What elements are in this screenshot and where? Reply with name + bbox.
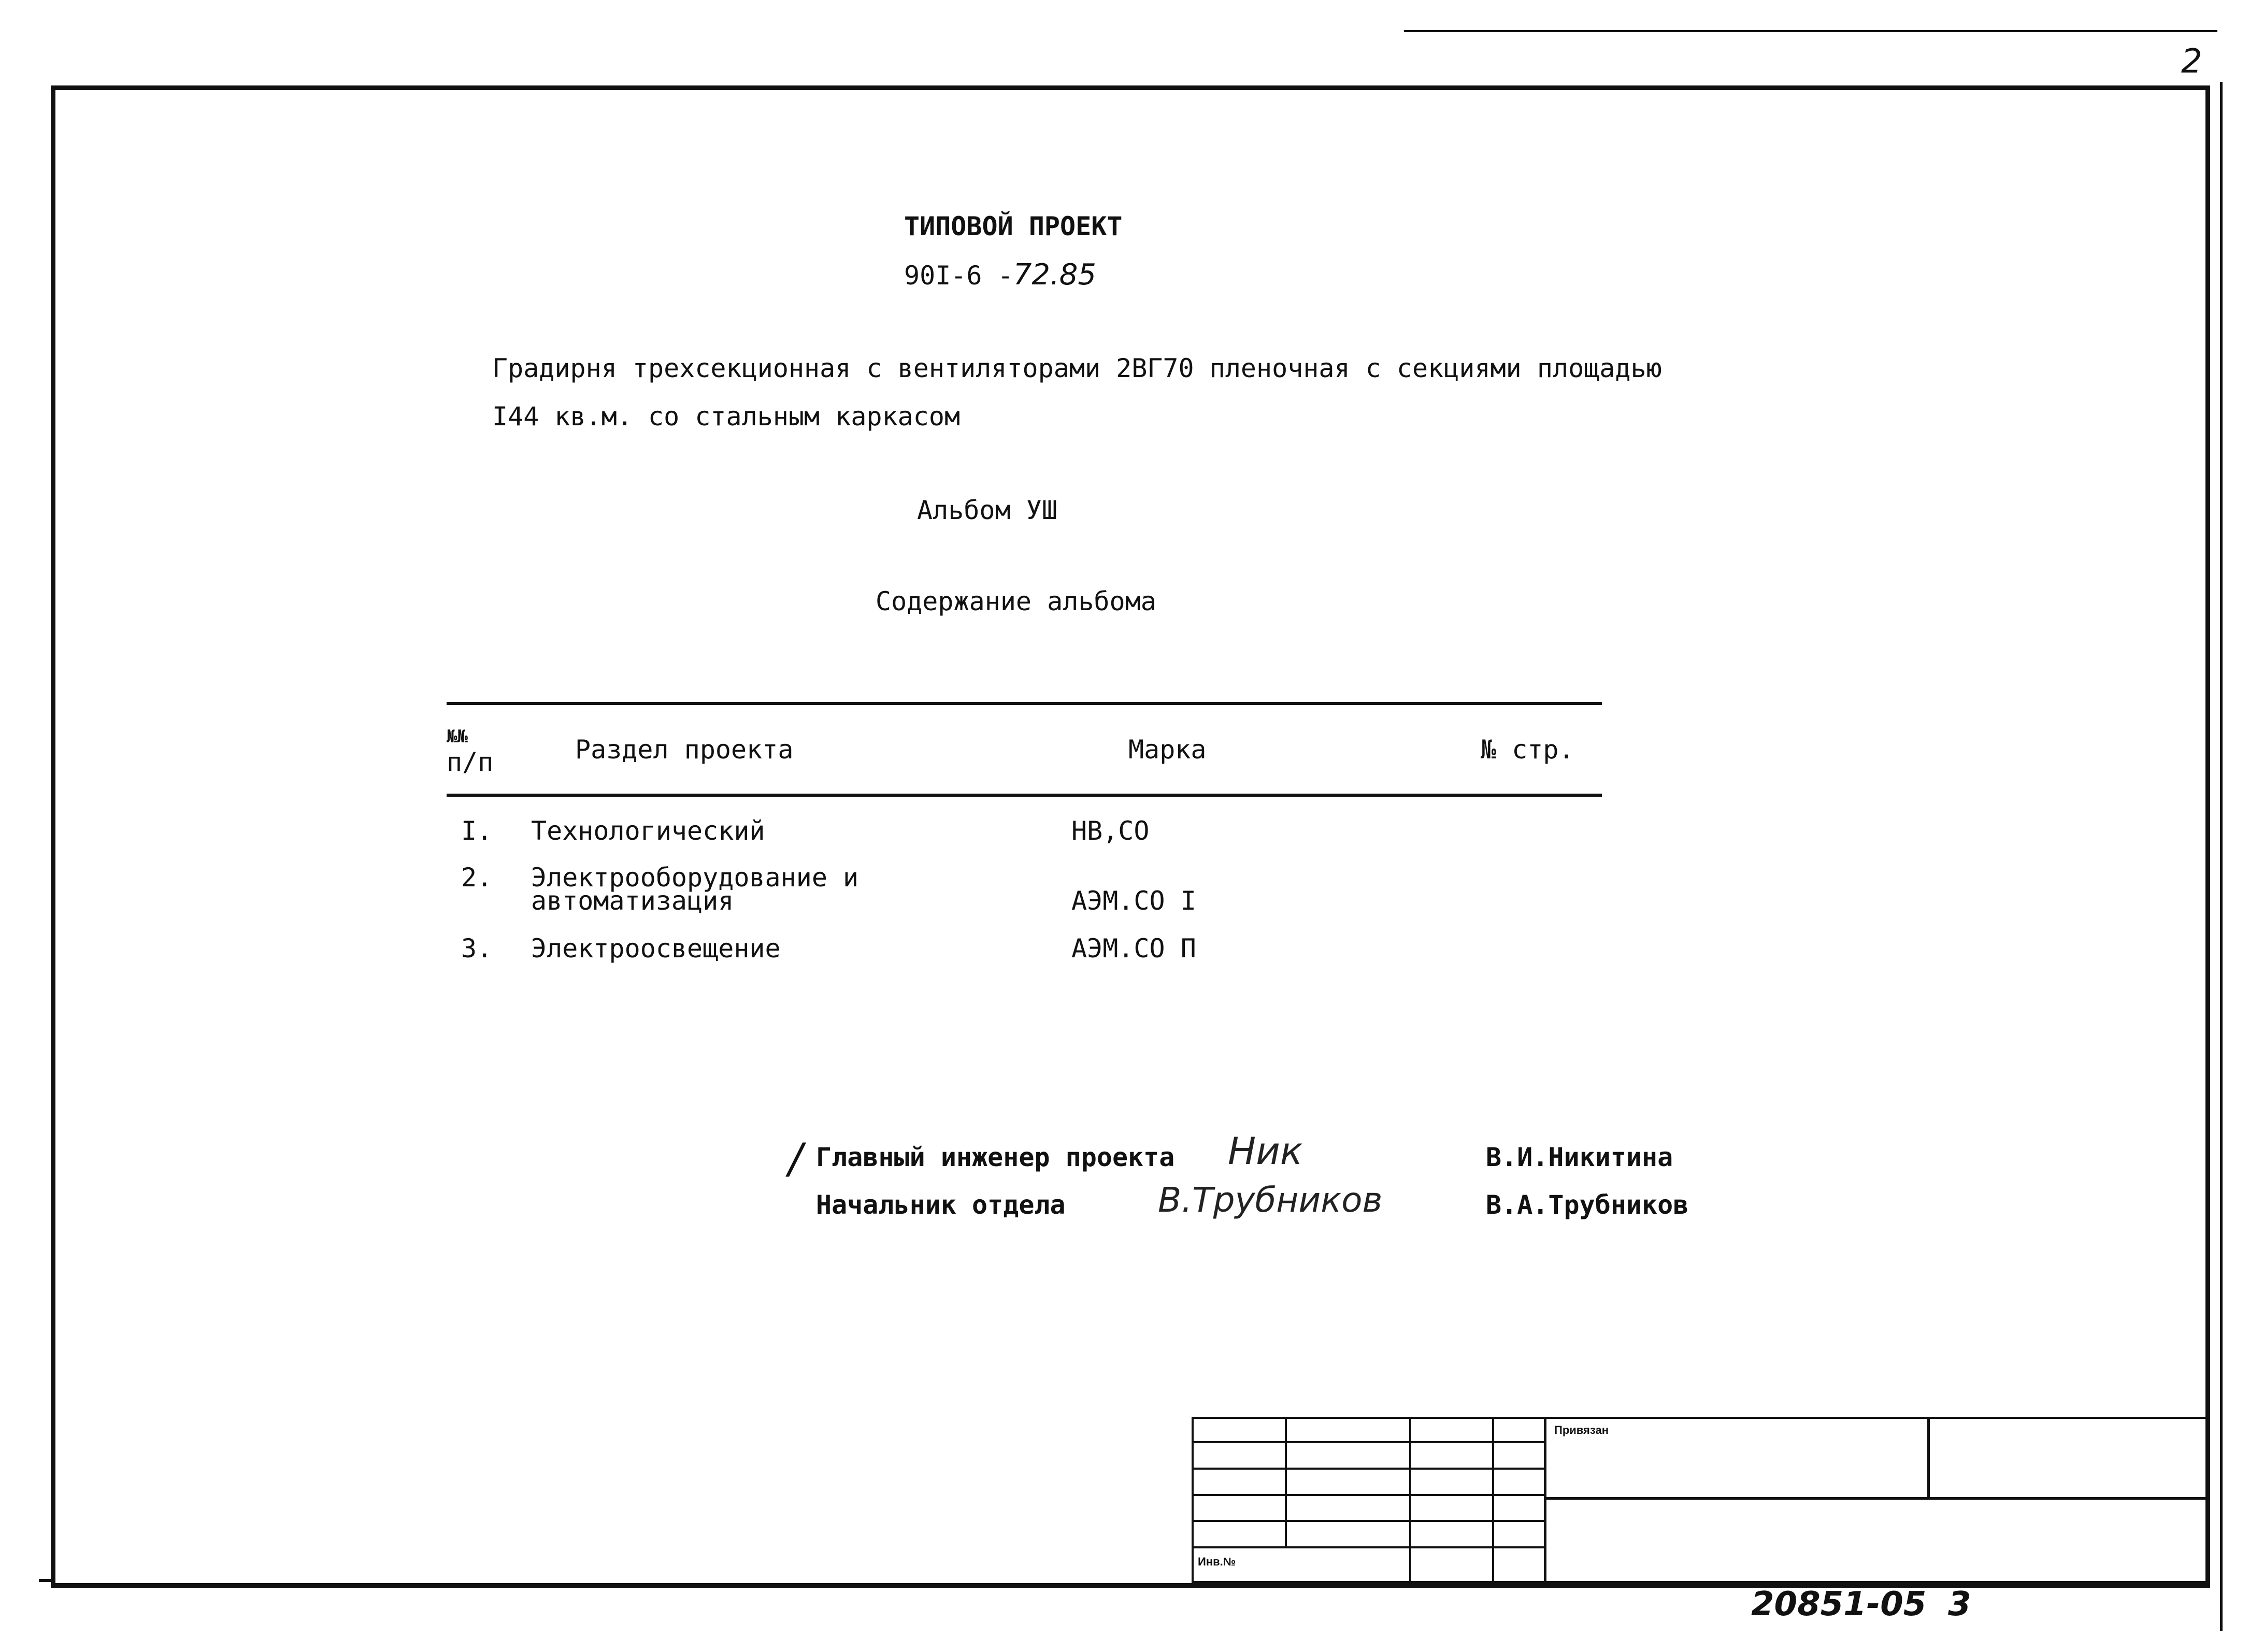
chief-engineer-name: В.И.Никитина — [1486, 1142, 1673, 1172]
row-2-section-line-1: Электрооборудование и — [531, 863, 859, 893]
header-page: № стр. — [1481, 735, 1574, 765]
table-header-rule — [447, 794, 1602, 797]
stamp-attached-label: Привязан — [1554, 1424, 1609, 1436]
row-2-section-line-2: автоматизация — [531, 886, 734, 916]
description-line-1: Градирня трехсекционная с вентиляторами 2ВГ70 пленочная с секциями площадью — [492, 353, 1662, 383]
slash-mark: / — [789, 1134, 803, 1183]
project-code — [904, 258, 1096, 292]
chief-engineer-title: Главный инженер проекта — [816, 1142, 1175, 1172]
bottom-archive-number: 20851-05 — [1751, 1585, 1927, 1624]
bottom-page-number: 3 — [1948, 1585, 1971, 1624]
top-rule — [1404, 30, 2217, 32]
department-head-title: Начальник отдела — [816, 1190, 1066, 1220]
stamp-h2 — [1192, 1468, 1546, 1470]
header-num-bottom: п/п — [447, 747, 494, 777]
stamp-right-v — [1927, 1417, 1930, 1499]
project-code-printed: 90I-6 - — [904, 261, 1013, 291]
stamp-inventory-label: Инв.№ — [1198, 1555, 1236, 1568]
stamp-h4 — [1192, 1520, 1546, 1522]
row-1-num: I. — [461, 816, 493, 846]
row-3-num: 3. — [461, 933, 493, 964]
project-code-handwritten: 72.85 — [1013, 258, 1097, 292]
description-line-2: I44 кв.м. со стальным каркасом — [492, 401, 961, 432]
row-1-section: Технологический — [531, 816, 765, 846]
header-num-top: №№ — [447, 726, 468, 747]
row-2-num: 2. — [461, 863, 493, 893]
row-3-section: Электроосвещение — [531, 933, 781, 964]
department-head-name: В.А.Трубников — [1486, 1190, 1689, 1220]
stamp-h3 — [1192, 1494, 1546, 1496]
sheet-number: 2 — [2181, 42, 2202, 81]
header-mark: Марка — [1128, 735, 1207, 765]
contents-title: Содержание альбома — [876, 586, 1156, 616]
table-top-rule — [447, 702, 1602, 705]
row-2-mark: АЭМ.СО I — [1071, 886, 1196, 916]
stamp-right-h — [1544, 1497, 2210, 1500]
frame-extension-right — [2220, 82, 2223, 1631]
department-head-signature: В.Трубников — [1158, 1180, 1383, 1220]
header-section: Раздел проекта — [575, 735, 794, 765]
album-title: Альбом УШ — [917, 495, 1057, 525]
stamp-h1 — [1192, 1441, 1546, 1443]
chief-engineer-signature: Ник — [1228, 1129, 1303, 1173]
stamp-v1 — [1285, 1417, 1287, 1546]
document-label: ТИПОВОЙ ПРОЕКТ — [904, 211, 1123, 241]
frame-extension-bottom — [39, 1579, 54, 1582]
row-1-mark: НВ,СО — [1071, 816, 1150, 846]
row-3-mark: АЭМ.СО П — [1071, 933, 1196, 964]
stamp-h5 — [1192, 1546, 1546, 1548]
